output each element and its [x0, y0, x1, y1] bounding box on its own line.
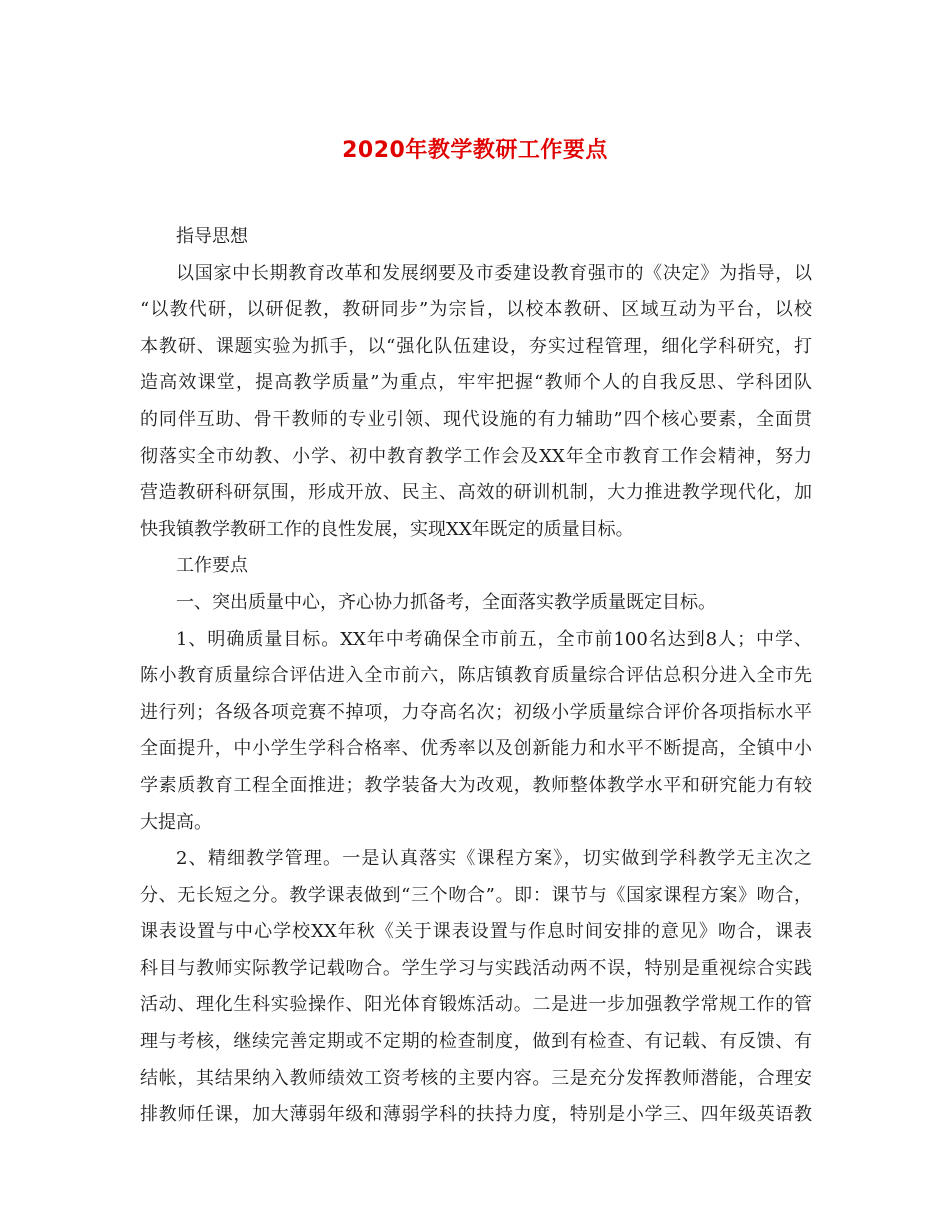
body-line: 理与考核，继续完善定期或不定期的检查制度，做到有检查、有记载、有反馈、有 — [140, 1031, 812, 1053]
body-line: “以教代研，以研促教，教研同步”为宗旨，以校本教研、区域互动为平台，以校 — [140, 299, 812, 321]
body-line: 快我镇教学教研工作的良性发展，实现XX年既定的质量目标。 — [140, 518, 634, 540]
body-line: 陈小教育质量综合评估进入全市前六，陈店镇教育质量综合评估总积分进入全市先 — [140, 665, 812, 687]
body-line: 指导思想 — [176, 226, 248, 247]
body-line: 科目与教师实际教学记载吻合。学生学习与实践活动两不误，特别是重视综合实践 — [140, 957, 812, 979]
body-line: 本教研、课题实验为抓手，以“强化队伍建设，夯实过程管理，细化学科研究，打 — [140, 335, 812, 357]
body-line: 工作要点 — [176, 555, 248, 577]
body-line: 的同伴互助、骨干教师的专业引领、现代设施的有力辅助”四个核心要素，全面贯 — [140, 408, 812, 430]
body-line: 活动、理化生科实验操作、阳光体育锻炼活动。二是进一步加强教学常规工作的管 — [140, 994, 812, 1016]
body-line: 课表设置与中心学校XX年秋《关于课表设置与作息时间安排的意见》吻合，课表 — [140, 921, 812, 943]
body-line: 1、明确质量目标。XX年中考确保全市前五，全市前100名达到8人；中学、 — [176, 628, 812, 650]
document-body — [140, 219, 812, 1134]
body-line: 一、突出质量中心，齐心协力抓备考，全面落实教学质量既定目标。 — [176, 591, 716, 613]
body-line: 排教师任课，加大薄弱年级和薄弱学科的扶持力度，特别是小学三、四年级英语教 — [140, 1104, 812, 1126]
body-line: 彻落实全市幼教、小学、初中教育教学工作会及XX年全市教育工作会精神，努力 — [140, 445, 812, 467]
body-line: 以国家中长期教育改革和发展纲要及市委建设教育强市的《决定》为指导，以 — [176, 262, 812, 284]
body-line: 进行列；各级各项竞赛不掉项，力夺高名次；初级小学质量综合评价各项指标水平 — [140, 701, 812, 723]
body-line: 分、无长短之分。教学课表做到“三个吻合”。即：课节与《国家课程方案》吻合， — [140, 884, 812, 906]
body-line: 结帐，其结果纳入教师绩效工资考核的主要内容。三是充分发挥教师潜能，合理安 — [140, 1067, 812, 1089]
body-line: 全面提升，中小学生学科合格率、优秀率以及创新能力和水平不断提高，全镇中小 — [140, 738, 812, 760]
body-line: 学素质教育工程全面推进；教学装备大为改观，教师整体教学水平和研究能力有较 — [140, 774, 812, 796]
body-line: 营造教研科研氛围，形成开放、民主、高效的研训机制，大力推进教学现代化，加 — [140, 482, 812, 504]
body-line: 造高效课堂，提高教学质量”为重点，牢牢把握“教师个人的自我反思、学科团队 — [140, 372, 812, 394]
document-title: 2020年教学教研工作要点 — [342, 138, 608, 163]
body-line: 大提高。 — [140, 811, 212, 833]
body-line: 2、精细教学管理。一是认真落实《课程方案》，切实做到学科教学无主次之 — [176, 848, 812, 870]
